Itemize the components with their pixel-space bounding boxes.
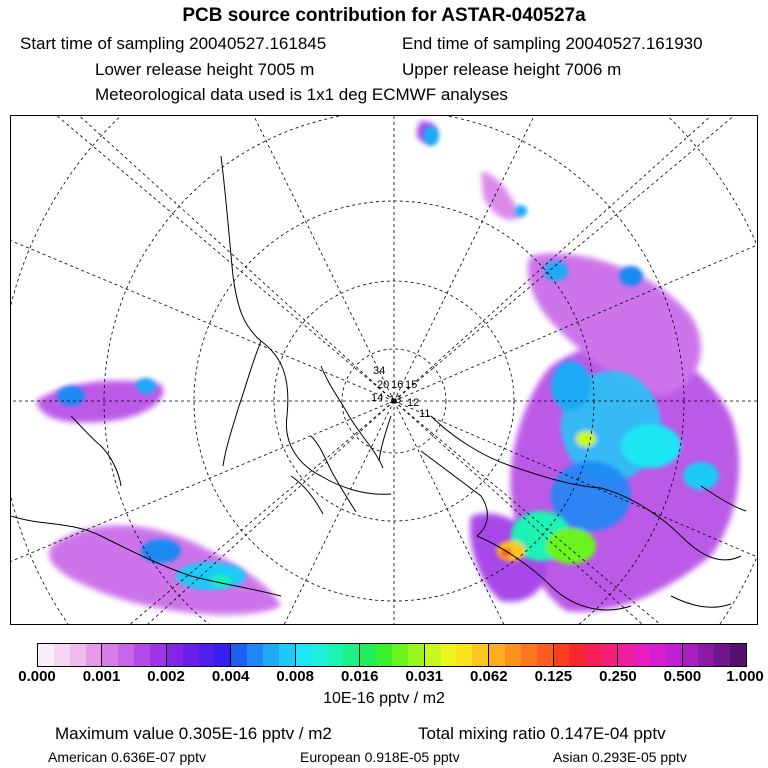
plume-layer	[36, 121, 739, 615]
pole-label: 34	[373, 365, 386, 377]
colorbar-segment	[102, 644, 166, 666]
colorbar-tick-label: 1.000	[726, 668, 764, 685]
colorbar-segment	[360, 644, 424, 666]
colorbar-segment	[167, 644, 231, 666]
colorbar-segment	[554, 644, 618, 666]
colorbar-segment	[489, 644, 553, 666]
european-label: European 0.918E-05 pptv	[300, 749, 460, 765]
polar-map-canvas	[11, 116, 757, 624]
pole-label: 15	[405, 379, 418, 391]
colorbar-segment	[38, 644, 102, 666]
colorbar-tick-label: 0.004	[211, 668, 250, 685]
map-title: PCB source contribution for ASTAR-040527a	[182, 5, 586, 26]
colorbar-segment	[425, 644, 489, 666]
pole-label: 12	[407, 397, 420, 409]
start-time-label: Start time of sampling 20040527.161845	[20, 34, 327, 53]
colorbar-segment	[231, 644, 295, 666]
max-value-label: Maximum value 0.305E-16 pptv / m2	[55, 724, 332, 743]
american-label: American 0.636E-07 pptv	[48, 749, 206, 765]
colorbar-tick-label: 0.002	[147, 668, 185, 685]
total-mixing-label: Total mixing ratio 0.147E-04 pptv	[418, 724, 666, 743]
colorbar-tick-label: 0.016	[340, 668, 379, 685]
met-data-label: Meteorological data used is 1x1 deg ECMWF analyses	[95, 85, 508, 104]
end-time-label: End time of sampling 20040527.161930	[402, 34, 703, 53]
colorbar-tick-label: 0.031	[405, 668, 444, 685]
asian-label: Asian 0.293E-05 pptv	[553, 749, 687, 765]
upper-height-label: Upper release height 7006 m	[402, 60, 622, 79]
colorbar-unit-label: 10E-16 pptv / m2	[323, 690, 445, 707]
pole-label: 11	[419, 408, 431, 420]
colorbar-tick-label: 0.008	[276, 668, 314, 685]
lower-height-label: Lower release height 7005 m	[95, 60, 315, 79]
colorbar-tick-label: 0.062	[470, 668, 508, 685]
colorbar-segment	[683, 644, 746, 666]
polar-map	[10, 115, 758, 625]
colorbar	[37, 643, 747, 667]
colorbar-tick-label: 0.500	[663, 668, 702, 685]
colorbar-segment	[296, 644, 360, 666]
pole-label: 16	[391, 379, 404, 391]
colorbar-tick-label: 0.125	[534, 668, 573, 685]
colorbar-tick-label: 0.250	[599, 668, 637, 685]
colorbar-tick-label: 0.000	[18, 668, 56, 685]
pole-label: 13	[389, 394, 402, 406]
pole-label-cluster	[371, 365, 430, 420]
colorbar-tick-label: 0.001	[82, 668, 121, 685]
pole-label: 20	[377, 379, 390, 391]
pole-label: 14	[371, 392, 384, 404]
colorbar-segment	[618, 644, 682, 666]
